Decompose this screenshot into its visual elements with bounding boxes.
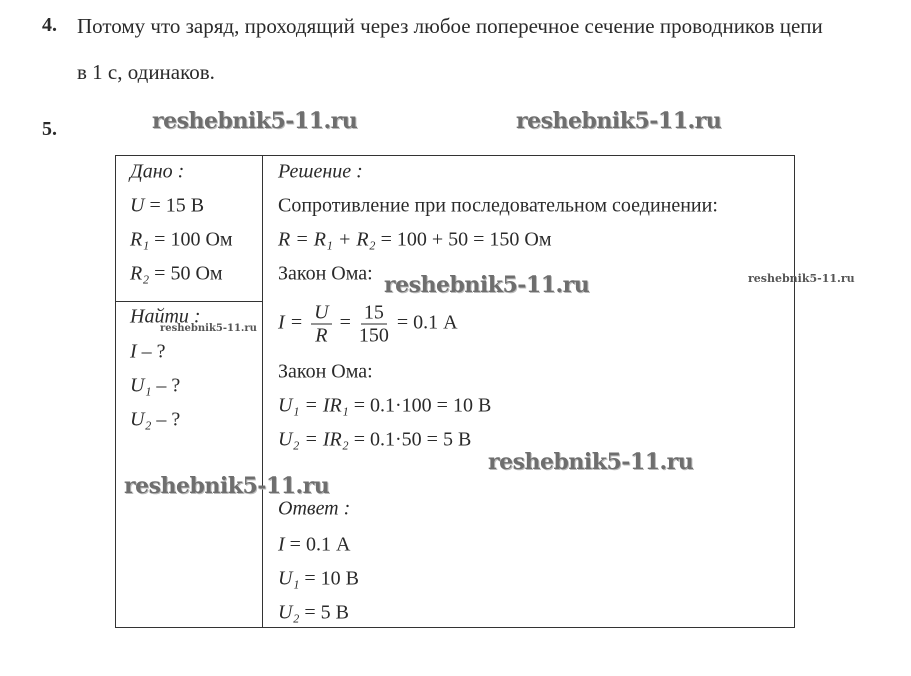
numerator: U [311, 302, 331, 325]
value: = 15 В [144, 194, 205, 217]
variable: U₁ [278, 567, 300, 590]
variable: U₂ [278, 601, 300, 624]
variable: I [278, 533, 285, 556]
column-divider [262, 156, 263, 627]
value: = 100 Ом [149, 228, 233, 251]
item-4-text-line1: Потому что заряд, проходящий через любое поперечное сечение проводников цепи [77, 14, 823, 38]
variable: R₁ [130, 228, 150, 251]
value: = 0.1 А [396, 311, 458, 334]
value: – ? [136, 340, 166, 363]
variable: R₂ [130, 262, 150, 285]
watermark: reshebnik5-11.ru [384, 272, 590, 298]
item-5-number: 5. [42, 118, 57, 140]
watermark: reshebnik5-11.ru [160, 323, 257, 334]
solution-heading: Решение : [278, 160, 363, 183]
given-find-divider [116, 301, 262, 302]
value: = 0.1 А [284, 533, 351, 556]
fraction [311, 302, 331, 347]
value: = 5 В [299, 601, 350, 624]
variable: U₂ = IR₂ [278, 428, 349, 451]
watermark: reshebnik5-11.ru [748, 272, 855, 285]
variable: I = [278, 311, 304, 334]
answer-heading: Ответ : [278, 497, 351, 520]
u1-formula [278, 395, 491, 418]
series-formula [278, 229, 552, 252]
value: = 50 Ом [149, 262, 223, 285]
item-4-number: 4. [42, 14, 57, 36]
ohm-law-label: Закон Ома: [278, 262, 373, 285]
answer-line [278, 602, 349, 625]
variable: R = R₁ + R₂ [278, 228, 376, 251]
answer-line [278, 568, 359, 591]
equals: = [339, 311, 351, 334]
value: = 0.1·100 = 10 В [348, 394, 492, 417]
u2-formula [278, 429, 471, 452]
series-text: Сопротивление при последовательном соединении: [278, 194, 718, 217]
watermark: reshebnik5-11.ru [488, 449, 694, 475]
ohm-law-label: Закон Ома: [278, 360, 373, 383]
find-heading: Найти : [130, 305, 201, 328]
value: = 0.1·50 = 5 В [348, 428, 472, 451]
watermark: reshebnik5-11.ru [516, 108, 722, 134]
given-line [130, 195, 204, 218]
current-formula [278, 302, 458, 347]
find-line [130, 409, 180, 432]
solution-table [115, 155, 795, 628]
value: – ? [151, 374, 181, 397]
numerator: 15 [361, 302, 387, 325]
denominator: R [315, 324, 328, 347]
given-heading: Дано : [130, 160, 185, 183]
value: = 100 + 50 = 150 Ом [375, 228, 552, 251]
given-line [130, 229, 233, 252]
variable: I [130, 340, 137, 363]
variable: U₁ [130, 374, 152, 397]
watermark: reshebnik5-11.ru [152, 108, 358, 134]
find-line [130, 341, 166, 364]
find-line [130, 375, 180, 398]
given-line [130, 263, 223, 286]
item-4-text-line2: в 1 с, одинаков. [77, 60, 215, 84]
variable: U [130, 194, 145, 217]
denominator: 150 [358, 324, 389, 347]
answer-line [278, 534, 350, 557]
value: = 10 В [299, 567, 360, 590]
watermark: reshebnik5-11.ru [124, 473, 330, 499]
value: – ? [151, 408, 181, 431]
variable: U₂ [130, 408, 152, 431]
variable: U₁ = IR₁ [278, 394, 349, 417]
fraction [359, 302, 389, 347]
